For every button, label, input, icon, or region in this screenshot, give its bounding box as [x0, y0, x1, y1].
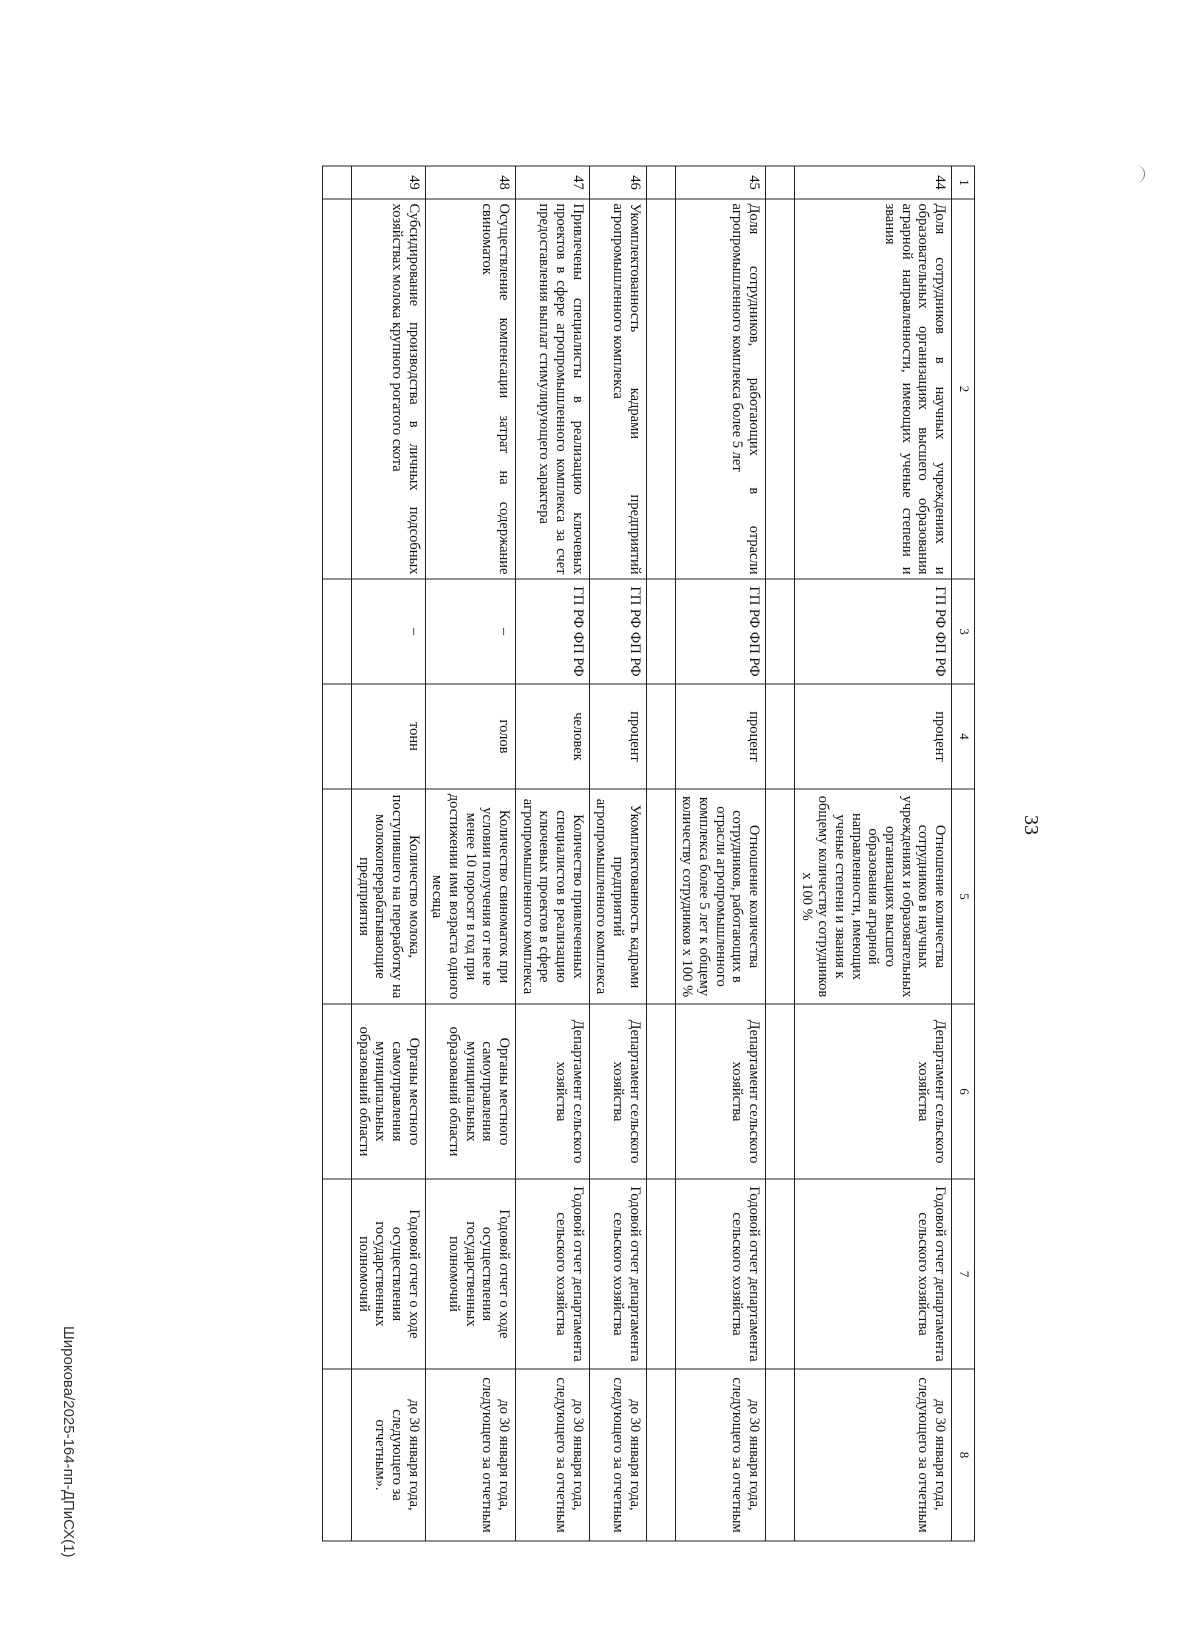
- indicator-name: Доля сотрудников, работающих в отрасли агропромышленного комплекса более 5 лет: [675, 199, 765, 579]
- indicator-source: ГП РФ ФП РФ: [675, 579, 765, 684]
- table-row: [351, 166, 425, 1541]
- calculation-method: Количество свиноматок при условии получения от нее не менее 10 поросят в год при достижении ими возраста одного месяца: [425, 789, 515, 1004]
- deadline: до 30 января года, следующего за отчетным: [589, 1369, 646, 1541]
- report-document: Годовой отчет о ходе осуществления государственных полномочий: [425, 1179, 515, 1369]
- spacer-row: [765, 166, 794, 1541]
- deadline: до 30 января года, следующего за отчетным: [515, 1369, 589, 1541]
- spacer-row: [646, 166, 675, 1541]
- indicator-name: Субсидирование производства в личных подсобных хозяйствах молока крупного рогатого скота: [351, 199, 425, 579]
- responsible-body: Органы местного самоуправления муниципальных образований области: [425, 1004, 515, 1179]
- responsible-body: Департамент сельского хозяйства: [794, 1004, 951, 1179]
- unit: тонн: [351, 684, 425, 789]
- calculation-method: Отношение количества сотрудников, работающих в отрасли агропромышленного комплекса более 5 лет к общему количеству сотрудников х 100 %: [675, 789, 765, 1004]
- indicator-source: –: [351, 579, 425, 684]
- document-code: Широкова/2025-164-пп-ДПиСХ(1): [60, 1325, 77, 1557]
- indicator-source: –: [425, 579, 515, 684]
- table-row: [794, 166, 951, 1541]
- table-row: [675, 166, 765, 1541]
- indicator-name: Укомплектованность кадрами предприятий агропромышленного комплекса: [589, 199, 646, 579]
- spacer-row: [322, 166, 351, 1541]
- indicators-table: [322, 165, 975, 1541]
- indicator-name: Осуществление компенсации затрат на содержание свиноматок: [425, 199, 515, 579]
- indicator-source: ГП РФ ФП РФ: [589, 579, 646, 684]
- row-number: 47: [515, 166, 589, 199]
- column-number: 5: [952, 789, 975, 1004]
- table-row: [425, 166, 515, 1541]
- table-row: [589, 166, 646, 1541]
- row-number: 48: [425, 166, 515, 199]
- calculation-method: Количество молока, поступившего на переработку на молокоперерабатывающие предприятия: [351, 789, 425, 1004]
- unit: голов: [425, 684, 515, 789]
- indicator-name: Доля сотрудников в научных учреждениях и образовательных организациях высшего образования аграрной направленности, имеющих ученые степени и звания: [794, 199, 951, 579]
- column-number: 4: [952, 684, 975, 789]
- indicator-source: ГП РФ ФП РФ: [794, 579, 951, 684]
- unit: процент: [794, 684, 951, 789]
- column-number: 6: [952, 1004, 975, 1179]
- column-number: 3: [952, 579, 975, 684]
- column-number-row: [952, 166, 975, 1541]
- responsible-body: Органы местного самоуправления муниципальных образований области: [351, 1004, 425, 1179]
- calculation-method: Отношение количества сотрудников в научных учреждениях и образовательных организациях высшего образования аграрной направленности, имеющих ученые степени и звания к общему количеству сотрудников х 100 %: [794, 789, 951, 1004]
- deadline: до 30 января года, следующего за отчетным: [425, 1369, 515, 1541]
- report-document: Годовой отчет департамента сельского хозяйства: [675, 1179, 765, 1369]
- responsible-body: Департамент сельского хозяйства: [589, 1004, 646, 1179]
- responsible-body: Департамент сельского хозяйства: [675, 1004, 765, 1179]
- indicator-name: Привлечены специалисты в реализацию ключевых проектов в сфере агропромышленного комплекса за счет предоставления выплат стимулирующего характера: [515, 199, 589, 579]
- row-number: 45: [675, 166, 765, 199]
- report-document: Годовой отчет департамента сельского хозяйства: [515, 1179, 589, 1369]
- report-document: Годовой отчет о ходе осуществления государственных полномочий: [351, 1179, 425, 1369]
- unit: процент: [589, 684, 646, 789]
- calculation-method: Количество привлеченных специалистов в реализацию ключевых проектов в сфере агропромышленного комплекса: [515, 789, 589, 1004]
- column-number: 7: [952, 1179, 975, 1369]
- unit: процент: [675, 684, 765, 789]
- row-number: 44: [794, 166, 951, 199]
- page-number: 33: [1020, 814, 1042, 835]
- column-number: 1: [952, 166, 975, 199]
- deadline: до 30 января года, следующего за отчетным: [675, 1369, 765, 1541]
- table-row: [515, 166, 589, 1541]
- deadline: до 30 января года, следующего за отчетным: [794, 1369, 951, 1541]
- calculation-method: Укомплектованность кадрами предприятий агропромышленного комплекса: [589, 789, 646, 1004]
- report-document: Годовой отчет департамента сельского хозяйства: [589, 1179, 646, 1369]
- deadline: до 30 января года, следующего за отчетным».: [351, 1369, 425, 1541]
- row-number: 49: [351, 166, 425, 199]
- responsible-body: Департамент сельского хозяйства: [515, 1004, 589, 1179]
- indicator-source: ГП РФ ФП РФ: [515, 579, 589, 684]
- column-number: 2: [952, 199, 975, 579]
- column-number: 8: [952, 1369, 975, 1541]
- report-document: Годовой отчет департамента сельского хозяйства: [794, 1179, 951, 1369]
- row-number: 46: [589, 166, 646, 199]
- unit: человек: [515, 684, 589, 789]
